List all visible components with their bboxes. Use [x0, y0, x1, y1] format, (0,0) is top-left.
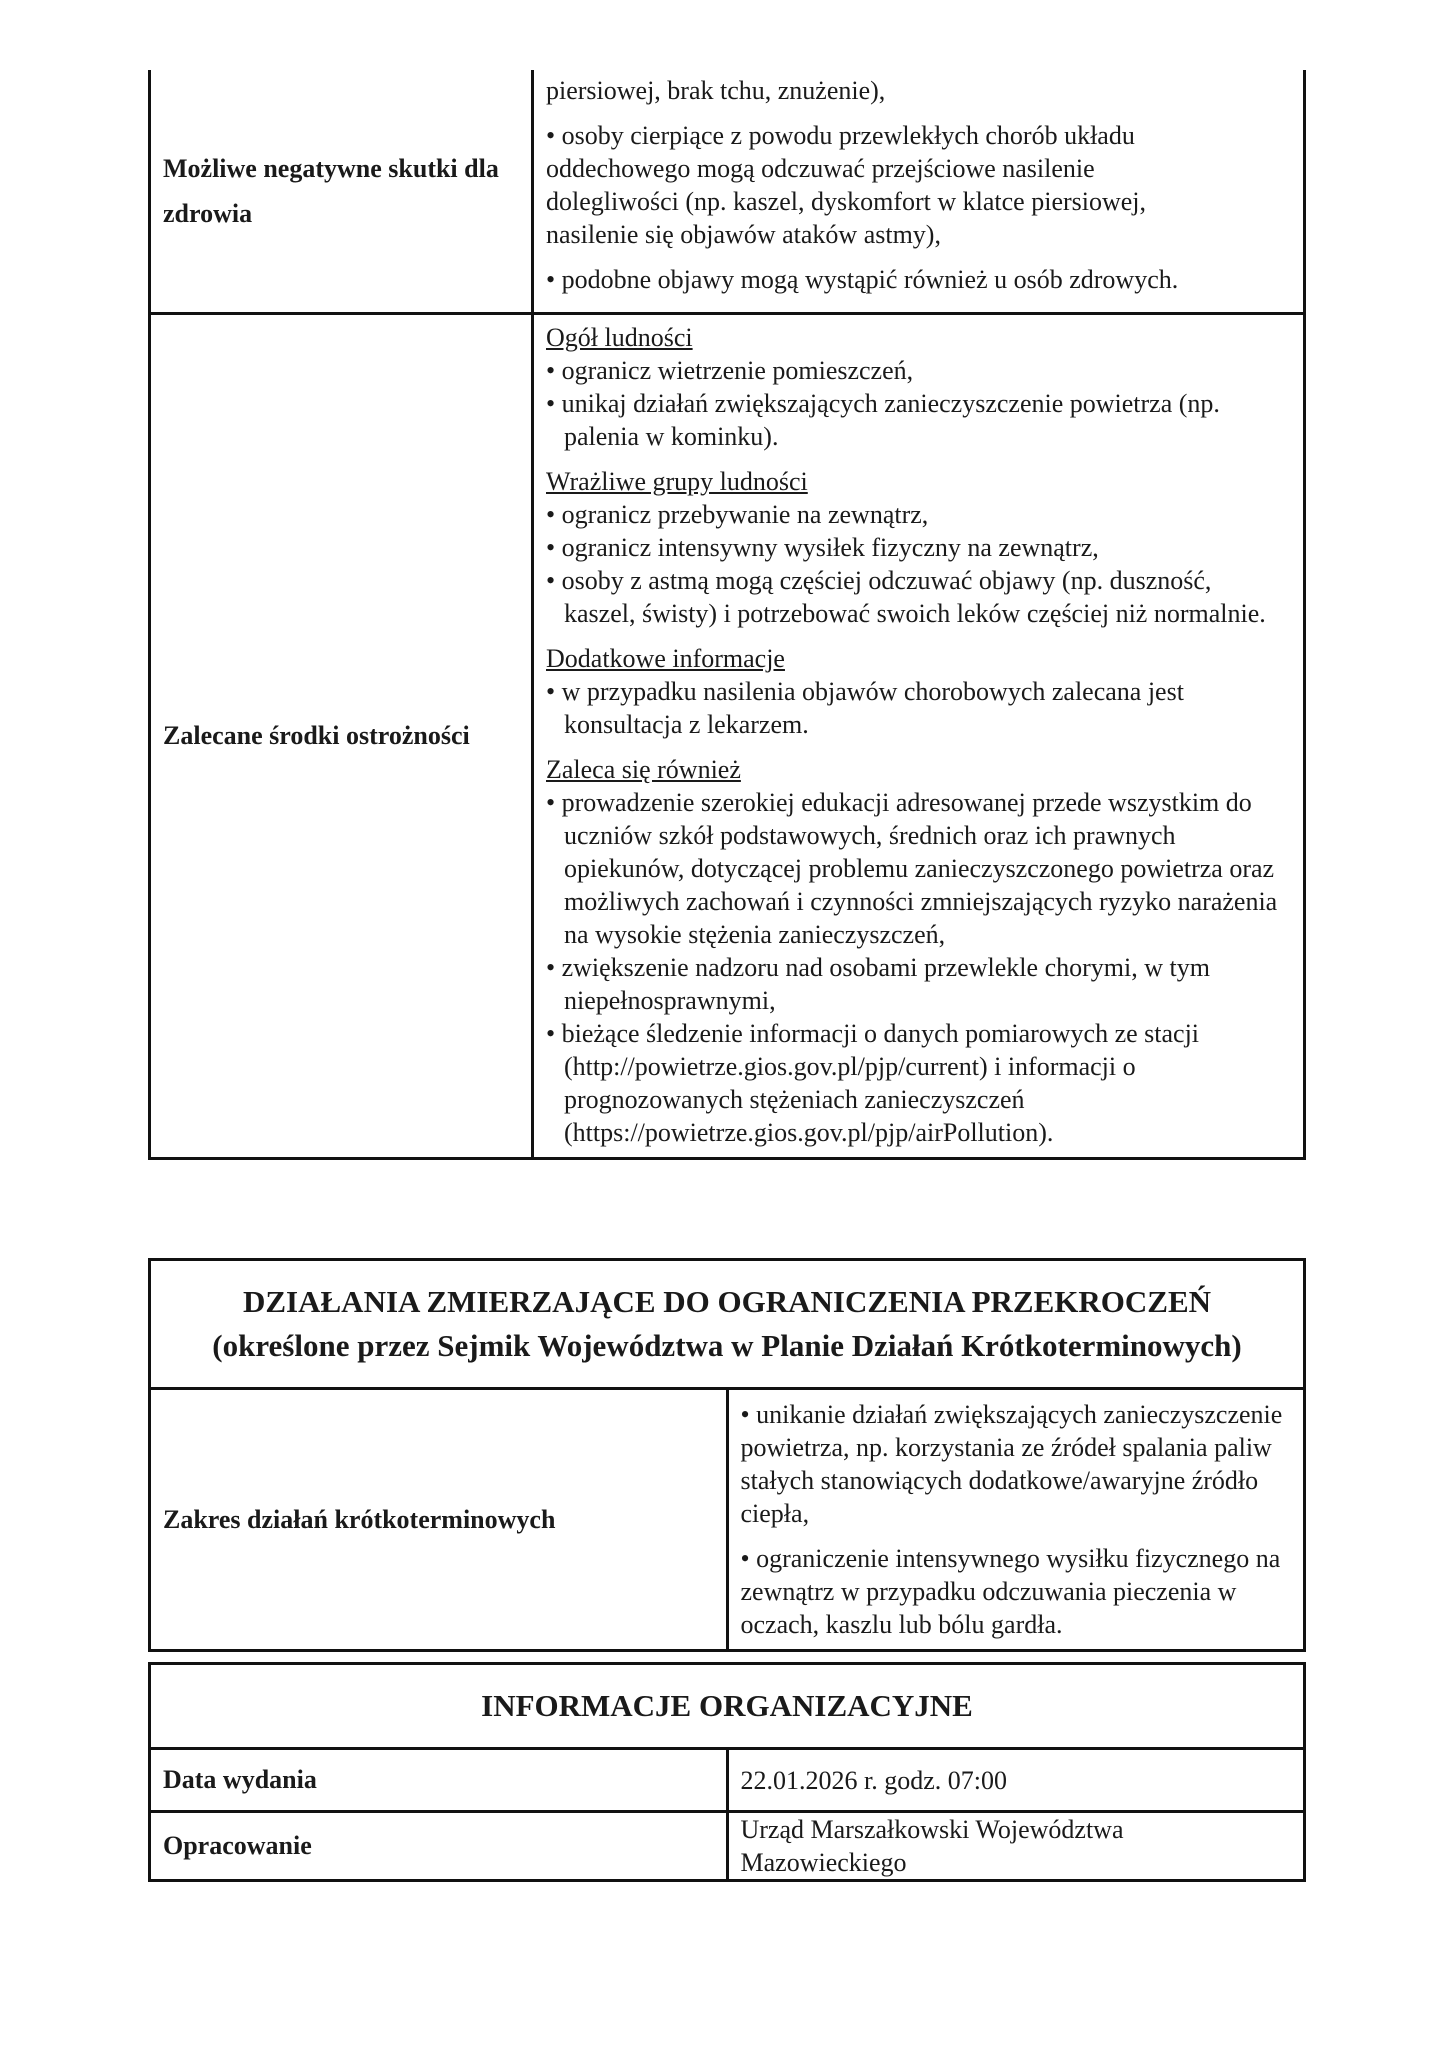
actions-scope-row	[150, 1389, 1305, 1651]
also-item: • bieżące śledzenie informacji o danych pomiarowych ze stacji (http://powietrze.gios.gov.pl/pjp/current) i informacji o prognozowanych stężeniach zanieczyszczeń (https://powietrze.gios.gov.pl/pjp/airPollution).	[546, 1019, 1200, 1147]
scope-label: Zakres działań krótkoterminowych	[150, 1389, 728, 1651]
effects-item-healthy: • podobne objawy mogą wystąpić również u osób zdrowych.	[546, 265, 1179, 294]
date-label: Data wydania	[150, 1749, 728, 1812]
actions-title-line2: (określone przez Sejmik Województwa w Planie Działań Krótkoterminowych)	[212, 1328, 1242, 1363]
precautions-label: Zalecane środki ostrożności	[150, 314, 533, 1159]
also-item: • prowadzenie szerokiej edukacji adresowanej przede wszystkim do uczniów szkół podstawowych, średnich oraz ich prawnych opiekunów, dotyczącej problemu zanieczyszczonego powietrza oraz możliwych zachowań i czynności zmniejszających ryzyko narażenia na wysokie stężenia zanieczyszczeń,	[546, 788, 1278, 949]
scope-item: • ograniczenie intensywnego wysiłku fizycznego na zewnątrz w przypadku odczuwania pieczenia w oczach, kaszlu lub bólu gardła.	[740, 1544, 1281, 1639]
scope-item: • unikanie działań zwiększających zanieczyszczenie powietrza, np. korzystania ze źródeł spalania paliw stałych stanowiących dodatkowe/awaryjne źródło ciepła,	[740, 1400, 1283, 1528]
precautions-row	[150, 314, 1305, 1159]
actions-title-line1: DZIAŁANIA ZMIERZAJĄCE DO OGRANICZENIA PRZEKROCZEŃ	[242, 1284, 1212, 1319]
org-table	[148, 1662, 1306, 1882]
precautions-content	[533, 314, 1305, 1159]
general-item: • unikaj działań zwiększających zanieczyszczenie powietrza (np. palenia w kominku).	[546, 389, 1220, 451]
effects-label: Możliwe negatywne skutki dla zdrowia	[150, 70, 533, 314]
additional-item: • w przypadku nasilenia objawów chorobowych zalecana jest konsultacja z lekarzem.	[546, 677, 1184, 739]
also-item: • zwiększenie nadzoru nad osobami przewlekle chorymi, w tym niepełnosprawnymi,	[546, 953, 1210, 1015]
author-label: Opracowanie	[150, 1812, 728, 1881]
sensitive-item: • osoby z astmą mogą częściej odczuwać objawy (np. duszność, kaszel, świsty) i potrzebować swoich leków częściej niż normalnie.	[546, 566, 1266, 628]
org-title: INFORMACJE ORGANIZACYJNE	[150, 1664, 1305, 1749]
actions-header-row	[150, 1260, 1305, 1389]
actions-table	[148, 1258, 1306, 1652]
effects-item-chronic: • osoby cierpiące z powodu przewlekłych chorób układu oddechowego mogą odczuwać przejściowe nasilenie dolegliwości (np. kaszel, dyskomfort w klatce piersiowej, nasilenie się objawów ataków astmy),	[546, 121, 1147, 249]
org-header-row	[150, 1664, 1305, 1749]
sensitive-item: • ogranicz przebywanie na zewnątrz,	[546, 500, 929, 529]
author-value: Urząd Marszałkowski Województwa Mazowieckiego	[727, 1812, 1305, 1881]
also-heading: Zaleca się również	[546, 755, 741, 784]
scope-content	[727, 1389, 1305, 1651]
effects-content	[533, 70, 1305, 314]
general-item: • ogranicz wietrzenie pomieszczeń,	[546, 356, 914, 385]
effects-continuation: piersiowej, brak tchu, znużenie),	[546, 76, 886, 105]
author-row	[150, 1812, 1305, 1881]
actions-title	[150, 1260, 1305, 1389]
sensitive-heading: Wrażliwe grupy ludności	[546, 467, 808, 496]
date-value: 22.01.2026 r. godz. 07:00	[727, 1749, 1305, 1812]
effects-row	[150, 70, 1305, 314]
health-table	[148, 70, 1306, 1160]
date-row	[150, 1749, 1305, 1812]
general-heading: Ogół ludności	[546, 323, 693, 352]
additional-heading: Dodatkowe informacje	[546, 644, 785, 673]
sensitive-item: • ogranicz intensywny wysiłek fizyczny na zewnątrz,	[546, 533, 1099, 562]
